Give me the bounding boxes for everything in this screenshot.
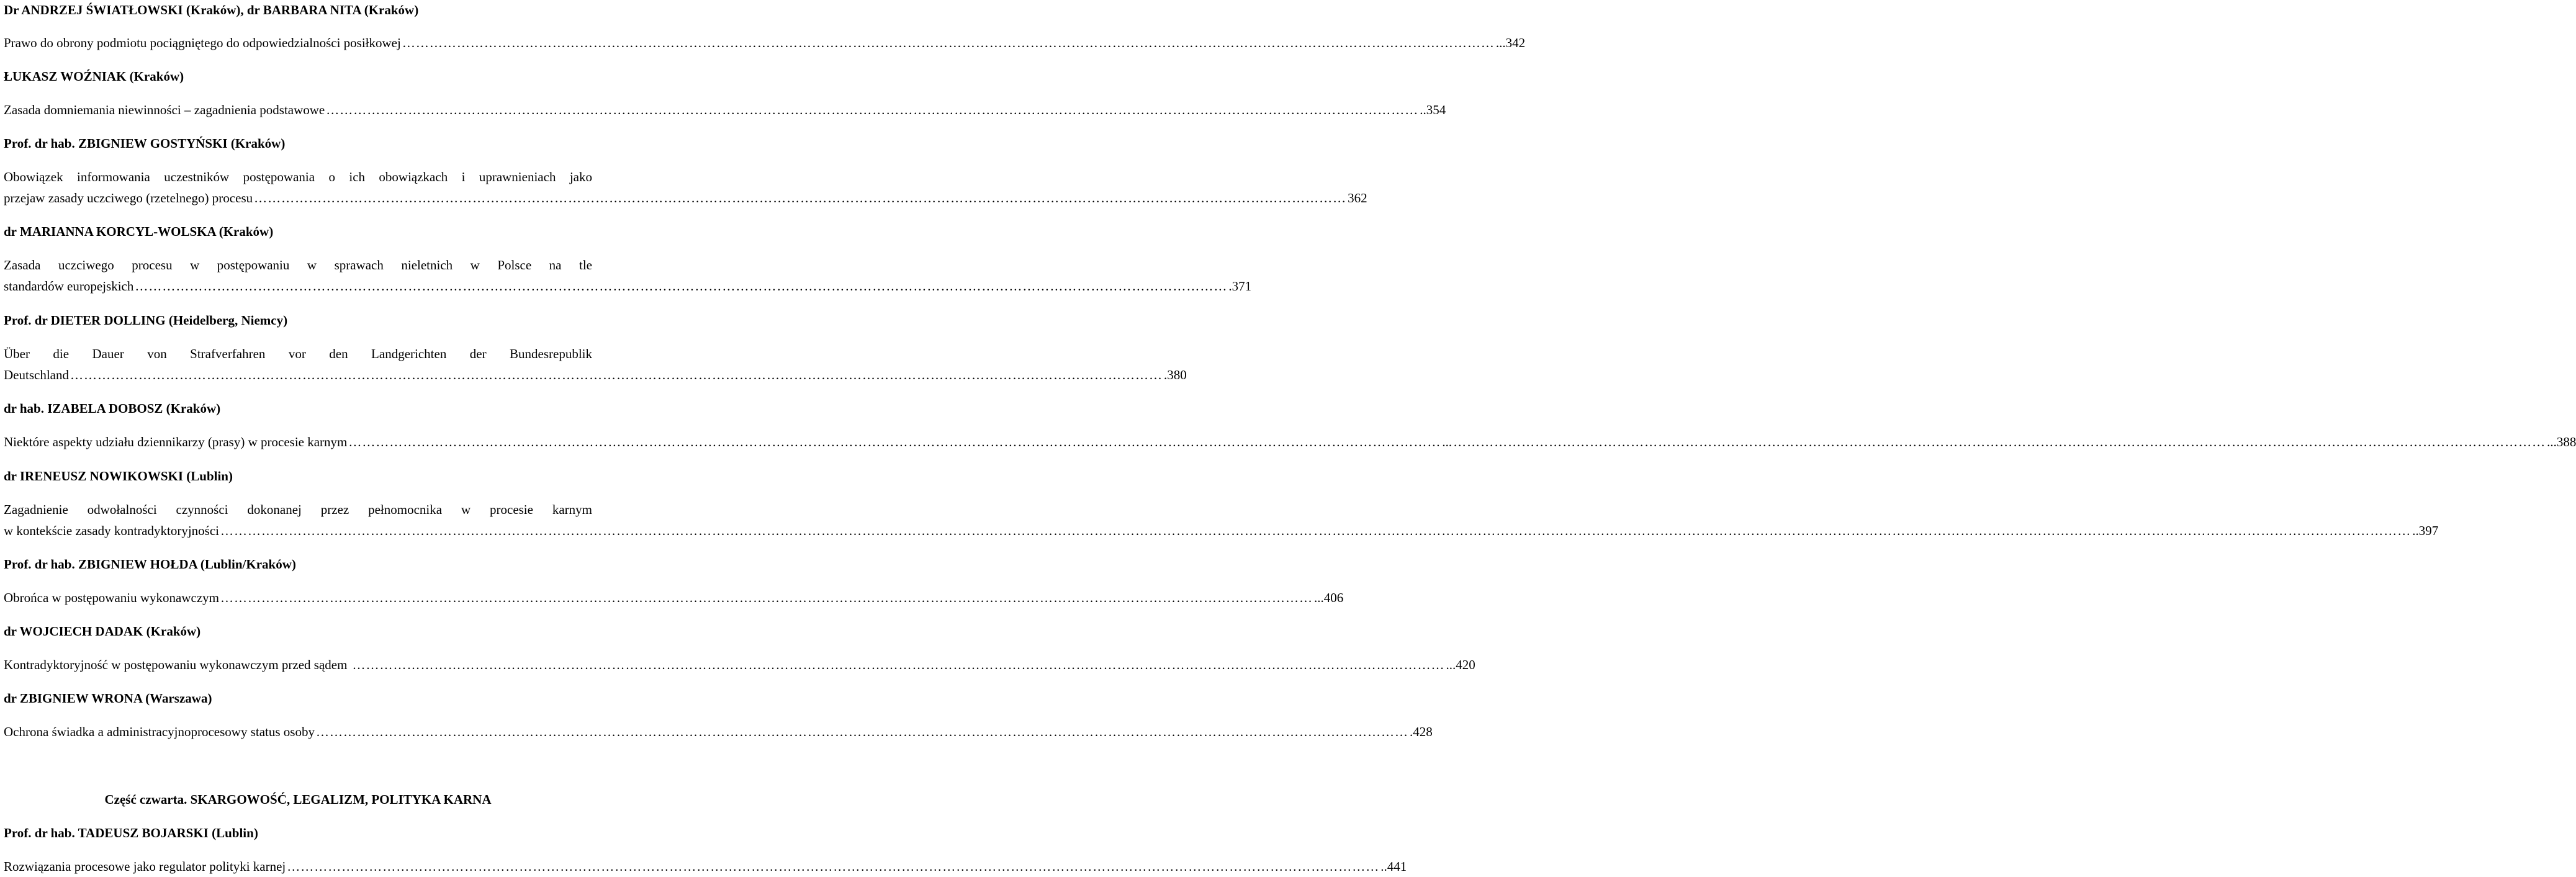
entry-page-number: .428 [1409, 724, 1433, 739]
entry-page-prefix: . [1495, 35, 1500, 50]
dot-leader: …………………………………………………………………………………………………………………………………………………………………………………………………………………… [402, 35, 1495, 50]
dot-leader: …………………………………………………………………………………………………………………………………………………………………………………………………………………… [220, 523, 1313, 538]
entry-title-row [4, 365, 1187, 385]
entry-title: w kontekście zasady kontradyktoryjności [4, 523, 219, 538]
entry-author: Prof. dr hab. TADEUSZ BOJARSKI (Lublin) [4, 825, 258, 840]
entry-title-row [4, 100, 1446, 120]
dot-leader: …………………………………………………………………………………………………………………………………………………………………………………………………………………… [1453, 434, 2546, 449]
dot-leader: …………………………………………………………………………………………………………………………………………………………………………………………………………………… [135, 279, 1228, 294]
entry-page-prefix: . [1314, 523, 1318, 538]
entry-author: Prof. dr hab. ZBIGNIEW HOŁDA (Lublin/Kraków) [4, 557, 296, 572]
entry-page-number: ..397 [2412, 523, 2439, 538]
dot-leader: …………………………………………………………………………………………………………………………………………………………………………………………………………………… [287, 859, 1380, 874]
section-heading: Część czwarta. SKARGOWOŚĆ, LEGALIZM, POLITYKA KARNA [104, 792, 492, 807]
entry-title-row [4, 857, 1407, 877]
entry-title-row [4, 33, 1526, 53]
entry-page-number: ..441 [1380, 859, 1407, 874]
entry-page-number: ..342 [1499, 35, 1526, 50]
entry-title-row [4, 655, 1475, 675]
entry-page-number: .380 [1163, 367, 1187, 382]
entry-page-number: ...406 [1314, 590, 1344, 605]
entry-author: ŁUKASZ WOŹNIAK (Kraków) [4, 69, 184, 84]
entry-author: Prof. dr DIETER DOLLING (Heidelberg, Niemcy) [4, 313, 288, 328]
entry-title-row [4, 588, 1344, 608]
entry-author: dr IRENEUSZ NOWIKOWSKI (Lublin) [4, 469, 233, 483]
entry-page-number: ...420 [1446, 657, 1475, 672]
entry-page-number: ..354 [1420, 102, 1446, 117]
entry-title: Kontradyktoryjność w postępowaniu wykonawczym przed sądem [4, 657, 348, 672]
entry-title: Prawo do obrony podmiotu pociągniętego do odpowiedzialności posiłkowej [4, 35, 401, 50]
dot-leader: …………………………………………………………………………………………………………………………………………………………………………………………………………………… [315, 724, 1408, 739]
entry-author: dr ZBIGNIEW WRONA (Warszawa) [4, 691, 212, 706]
dot-leader: …………………………………………………………………………………………………………………………………………………………………………………………………………………… [352, 657, 1445, 672]
entry-page-number: .371 [1228, 279, 1252, 294]
dot-leader: …………………………………………………………………………………………………………………………………………………………………………………………………………………… [254, 191, 1347, 205]
entry-author: dr WOJCIECH DADAK (Kraków) [4, 624, 201, 639]
dot-leader: …………………………………………………………………………………………………………………………………………………………………………………………………………………… [326, 102, 1419, 117]
entry-title-line: Zagadnienie odwołalności czynności dokonanej przez pełnomocnika w procesie karnym [4, 502, 592, 517]
entry-author: dr hab. IZABELA DOBOSZ (Kraków) [4, 401, 221, 416]
entry-author: Dr ANDRZEJ ŚWIATŁOWSKI (Kraków), dr BARBARA NITA (Kraków) [4, 2, 419, 17]
entry-title-line: Über die Dauer von Strafverfahren vor den Landgerichten der Bundesrepublik [4, 346, 592, 361]
dot-leader: …………………………………………………………………………………………………………………………………………………………………………………………………………………… [1318, 523, 2412, 538]
entry-title-line: Obowiązek informowania uczestników postępowania o ich obowiązkach i uprawnieniach jako [4, 169, 592, 184]
entry-title-row [4, 188, 1367, 209]
entry-title: Zasada domniemania niewinności – zagadnienia podstawowe [4, 102, 325, 117]
entry-page-number: 362 [1348, 191, 1367, 205]
entry-title-row [4, 521, 2439, 541]
entry-page-number: ...388 [2547, 434, 2576, 449]
entry-title-row [4, 276, 1252, 297]
dot-leader: …………………………………………………………………………………………………………………………………………………………………………………………………………………… [220, 590, 1313, 605]
dot-leader: …………………………………………………………………………………………………………………………………………………………………………………………………………………… [348, 434, 1441, 449]
entry-title: standardów europejskich [4, 279, 134, 294]
entry-title: Rozwiązania procesowe jako regulator polityki karnej [4, 859, 286, 874]
entry-author: Prof. dr hab. ZBIGNIEW GOSTYŃSKI (Kraków) [4, 136, 286, 151]
entry-title-row [4, 432, 2576, 452]
entry-title: Niektóre aspekty udziału dziennikarzy (prasy) w procesie karnym [4, 434, 348, 449]
entry-title: Deutschland [4, 367, 69, 382]
entry-title: przejaw zasady uczciwego (rzetelnego) procesu [4, 191, 253, 205]
entry-title-row [4, 722, 1433, 742]
dot-leader: …………………………………………………………………………………………………………………………………………………………………………………………………………………… [70, 367, 1163, 382]
entry-page-prefix: ... [1442, 434, 1452, 449]
entry-title: Obrońca w postępowaniu wykonawczym [4, 590, 219, 605]
entry-title-line: Zasada uczciwego procesu w postępowaniu w sprawach nieletnich w Polsce na tle [4, 258, 592, 272]
entry-author: dr MARIANNA KORCYL-WOLSKA (Kraków) [4, 224, 274, 239]
entry-title: Ochrona świadka a administracyjnoprocesowy status osoby [4, 724, 315, 739]
